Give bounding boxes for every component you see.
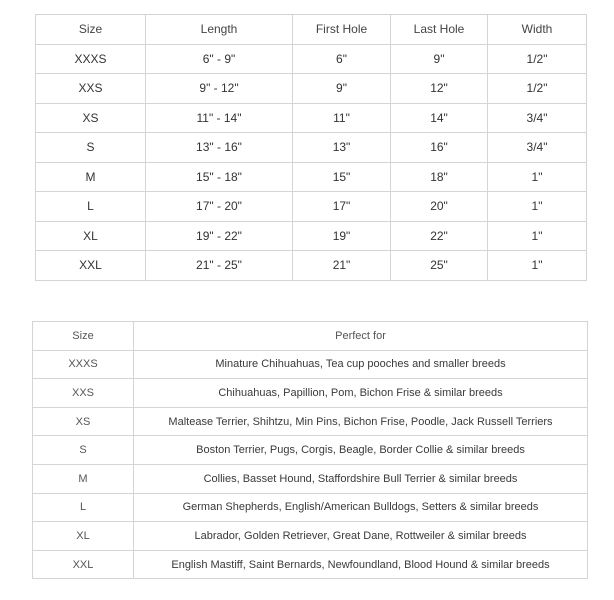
table-row	[36, 192, 587, 222]
cell-width: 1/2"	[488, 74, 587, 104]
cell-length: 9" - 12"	[146, 74, 293, 104]
cell-last-hole: 20"	[391, 192, 488, 222]
cell-last-hole: 22"	[391, 221, 488, 251]
cell-perfect-for: Labrador, Golden Retriever, Great Dane, Rottweiler & similar breeds	[134, 522, 588, 551]
table-row	[33, 522, 588, 551]
cell-last-hole: 18"	[391, 162, 488, 192]
cell-length: 6" - 9"	[146, 44, 293, 74]
cell-width: 1"	[488, 251, 587, 281]
cell-width: 1"	[488, 192, 587, 222]
table-row	[36, 221, 587, 251]
cell-perfect-for: Minature Chihuahuas, Tea cup pooches and smaller breeds	[134, 350, 588, 379]
cell-first-hole: 17"	[293, 192, 391, 222]
cell-perfect-for: Chihuahuas, Papillion, Pom, Bichon Frise & similar breeds	[134, 379, 588, 408]
cell-length: 21" - 25"	[146, 251, 293, 281]
cell-last-hole: 9"	[391, 44, 488, 74]
cell-perfect-for: Maltease Terrier, Shihtzu, Min Pins, Bichon Frise, Poodle, Jack Russell Terriers	[134, 407, 588, 436]
cell-size: S	[36, 133, 146, 163]
header-first-hole: First Hole	[293, 15, 391, 45]
table-row	[33, 464, 588, 493]
cell-length: 15" - 18"	[146, 162, 293, 192]
cell-perfect-for: German Shepherds, English/American Bulldogs, Setters & similar breeds	[134, 493, 588, 522]
breeds-body	[33, 350, 588, 579]
table-row	[36, 103, 587, 133]
table-row	[36, 251, 587, 281]
cell-size: XS	[36, 103, 146, 133]
cell-first-hole: 9"	[293, 74, 391, 104]
cell-first-hole: 6"	[293, 44, 391, 74]
table-row	[36, 74, 587, 104]
cell-size: XXXS	[33, 350, 134, 379]
table-header-row	[33, 322, 588, 351]
cell-size: L	[33, 493, 134, 522]
cell-size: XXL	[33, 550, 134, 579]
breed-recommendations-table	[32, 321, 588, 579]
cell-size: M	[36, 162, 146, 192]
cell-first-hole: 19"	[293, 221, 391, 251]
cell-last-hole: 12"	[391, 74, 488, 104]
header-width: Width	[488, 15, 587, 45]
cell-size: M	[33, 464, 134, 493]
table-row	[33, 493, 588, 522]
table-row	[36, 162, 587, 192]
cell-length: 19" - 22"	[146, 221, 293, 251]
cell-length: 13" - 16"	[146, 133, 293, 163]
cell-width: 3/4"	[488, 103, 587, 133]
header-last-hole: Last Hole	[391, 15, 488, 45]
cell-perfect-for: Boston Terrier, Pugs, Corgis, Beagle, Border Collie & similar breeds	[134, 436, 588, 465]
cell-first-hole: 11"	[293, 103, 391, 133]
cell-width: 1"	[488, 162, 587, 192]
cell-width: 1"	[488, 221, 587, 251]
size-measurements-table	[35, 14, 587, 281]
cell-size: S	[33, 436, 134, 465]
cell-first-hole: 21"	[293, 251, 391, 281]
measurements-body	[36, 44, 587, 280]
cell-last-hole: 14"	[391, 103, 488, 133]
cell-size: XL	[33, 522, 134, 551]
cell-last-hole: 25"	[391, 251, 488, 281]
cell-first-hole: 15"	[293, 162, 391, 192]
cell-size: XXS	[33, 379, 134, 408]
header-perfect-for: Perfect for	[134, 322, 588, 351]
table-row	[33, 436, 588, 465]
table-row	[36, 44, 587, 74]
cell-length: 17" - 20"	[146, 192, 293, 222]
table-header-row	[36, 15, 587, 45]
header-length: Length	[146, 15, 293, 45]
cell-width: 1/2"	[488, 44, 587, 74]
cell-size: XXS	[36, 74, 146, 104]
cell-size: XL	[36, 221, 146, 251]
cell-last-hole: 16"	[391, 133, 488, 163]
cell-length: 11" - 14"	[146, 103, 293, 133]
cell-size: L	[36, 192, 146, 222]
cell-width: 3/4"	[488, 133, 587, 163]
cell-size: XXL	[36, 251, 146, 281]
table-row	[33, 379, 588, 408]
cell-first-hole: 13"	[293, 133, 391, 163]
header-size: Size	[36, 15, 146, 45]
cell-size: XS	[33, 407, 134, 436]
table-row	[33, 407, 588, 436]
table-row	[33, 350, 588, 379]
table-row	[33, 550, 588, 579]
cell-perfect-for: Collies, Basset Hound, Staffordshire Bull Terrier & similar breeds	[134, 464, 588, 493]
cell-size: XXXS	[36, 44, 146, 74]
header-size: Size	[33, 322, 134, 351]
cell-perfect-for: English Mastiff, Saint Bernards, Newfoundland, Blood Hound & similar breeds	[134, 550, 588, 579]
table-row	[36, 133, 587, 163]
